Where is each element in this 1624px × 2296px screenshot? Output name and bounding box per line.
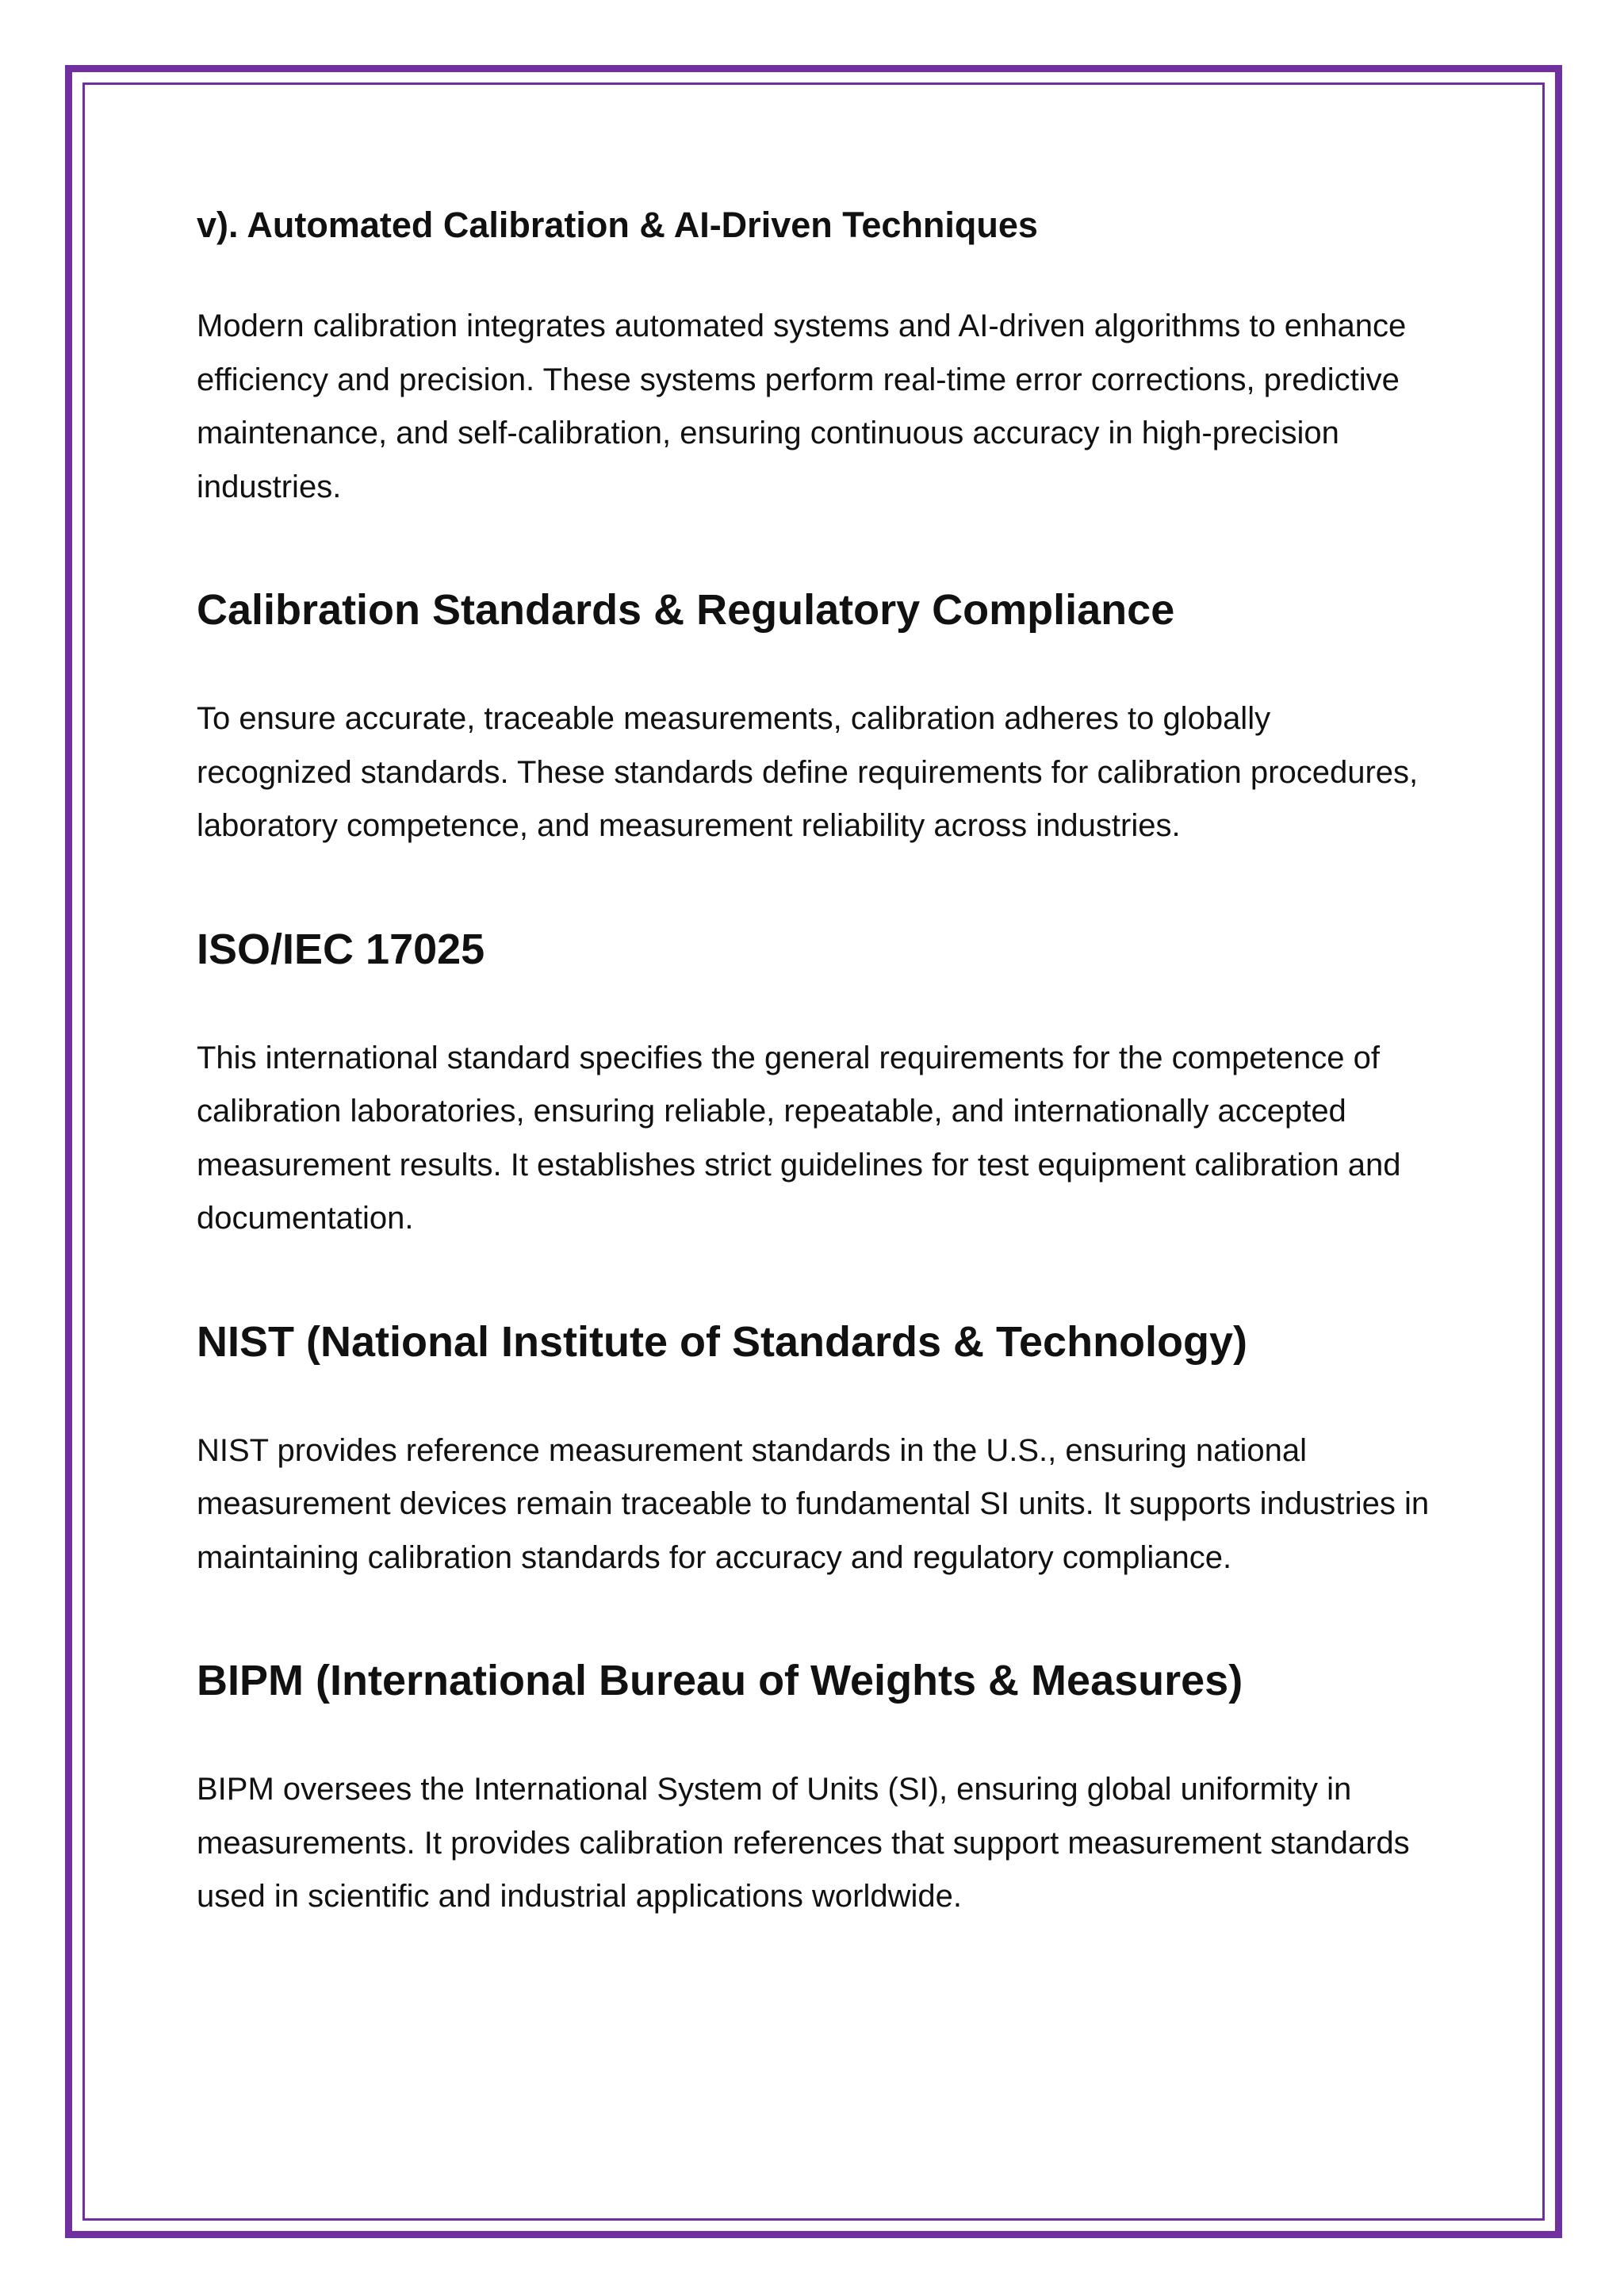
paragraph-bipm: BIPM oversees the International System of Units (SI), ensuring global uniformity in measurements. It provides calibration references that support measurement standards used in scientific and industrial applications worldwide. — [197, 1772, 1410, 1914]
paragraph-calibration-standards: To ensure accurate, traceable measurements, calibration adheres to globally recognized standards. These standards define requirements for calibration procedures, laboratory competence, and measurement reliability across industries. — [197, 701, 1419, 843]
paragraph-automated-calibration: Modern calibration integrates automated systems and AI-driven algorithms to enhance efficiency and precision. These systems perform real-time error corrections, predictive maintenance, and self-calibration, ensuring continuous accuracy in high-precision industries. — [197, 309, 1407, 504]
heading-nist: NIST (National Institute of Standards & Technology) — [197, 1317, 1248, 1366]
document-body — [197, 184, 1434, 1993]
heading-automated-calibration: v). Automated Calibration & AI-Driven Techniques — [197, 205, 1038, 245]
heading-bipm: BIPM (International Bureau of Weights & Measures) — [197, 1657, 1243, 1704]
paragraph-iso-iec-17025: This international standard specifies the general requirements for the competence of calibration laboratories, ensuring reliable, repeatable, and internationally accepted measurement results. It establishes strict guidelines for test equipment calibration and documentation. — [197, 1040, 1401, 1236]
paragraph-nist: NIST provides reference measurement standards in the U.S., ensuring national measurement devices remain traceable to fundamental SI units. It supports industries in maintaining calibration standards for accuracy and regulatory compliance. — [197, 1432, 1430, 1575]
heading-iso-iec-17025: ISO/IEC 17025 — [197, 925, 485, 973]
heading-calibration-standards: Calibration Standards & Regulatory Compliance — [197, 586, 1175, 634]
